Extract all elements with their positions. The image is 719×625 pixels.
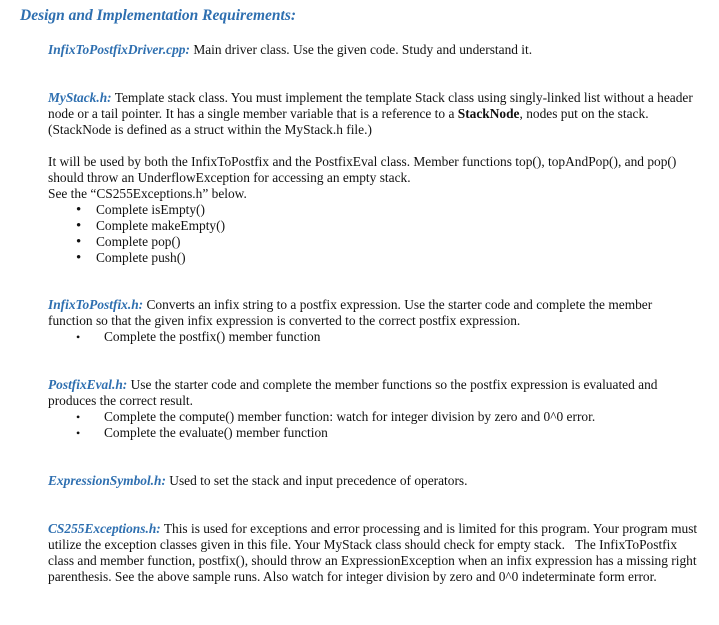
list-item: • Complete the postfix() member function [48,329,698,345]
infix-section [48,297,698,345]
list-item: • Complete the compute() member function: watch for integer division by zero and 0^0 error. [48,409,698,425]
driver-file-name: InfixToPostfixDriver.cpp: [48,42,190,57]
infix-description: Converts an infix string to a postfix expression. Use the starter code and complete the member function so that the given infix expression is converted to the correct postfix expression. [48,297,653,328]
driver-section [48,42,698,58]
mystack-task-list [48,202,698,266]
driver-paragraph [48,42,698,58]
mystack-see-also: See the “CS255Exceptions.h” below. [48,186,247,201]
exceptions-description: This is used for exceptions and error processing and is limited for this program. Your program must utilize the exception classes given in this file. Your MyStack class should check for empty stack. The InfixToPostfix class and member function, postfix(), should throw an ExpressionException when an infix expression has a missing right parenthesis. See the above sample runs. Also watch for integer division by zero and 0^0 indeterminate form error. [48,521,698,584]
expression-symbol-file-name: ExpressionSymbol.h: [48,473,166,488]
list-item: • Complete the evaluate() member function [48,425,698,441]
expression-symbol-paragraph [48,473,698,489]
page-heading: Design and Implementation Requirements: [20,7,297,24]
exceptions-file-name: CS255Exceptions.h: [48,521,161,536]
mystack-usage: It will be used by both the InfixToPostfix and the PostfixEval class. Member functions top(), topAndPop(), and pop() should throw an UnderflowException for accessing an empty stack. [48,154,677,185]
stacknode-term: StackNode [457,106,520,121]
postfix-eval-paragraph [48,377,698,409]
list-item: • Complete pop() [48,234,698,250]
infix-file-name: InfixToPostfix.h: [48,297,144,312]
mystack-section [48,90,698,266]
list-item: • Complete isEmpty() [48,202,698,218]
infix-task-list [48,329,698,345]
list-item: • Complete makeEmpty() [48,218,698,234]
list-item: • Complete push() [48,250,698,266]
infix-paragraph [48,297,698,329]
postfix-eval-task-list [48,409,698,441]
expression-symbol-section [48,473,698,489]
exceptions-paragraph [48,521,698,585]
mystack-file-name: MyStack.h: [48,90,112,105]
mystack-paragraph [48,90,698,138]
expression-symbol-description: Used to set the stack and input precedence of operators. [165,473,468,488]
postfix-eval-file-name: PostfixEval.h: [48,377,128,392]
postfix-eval-description: Use the starter code and complete the member functions so the postfix expression is evaluated and produces the correct result. [48,377,658,408]
postfix-eval-section [48,377,698,441]
exceptions-section [48,521,698,585]
mystack-description: Template stack class. You must implement the template Stack class using singly-linked list without a header node or a tail pointer. It has a single member variable that is a reference to a [48,90,693,121]
driver-description: Main driver class. Use the given code. Study and understand it. [189,42,533,57]
mystack-description-end: , nodes put on the stack. (StackNode is defined as a struct within the MyStack.h file.) [48,106,649,137]
